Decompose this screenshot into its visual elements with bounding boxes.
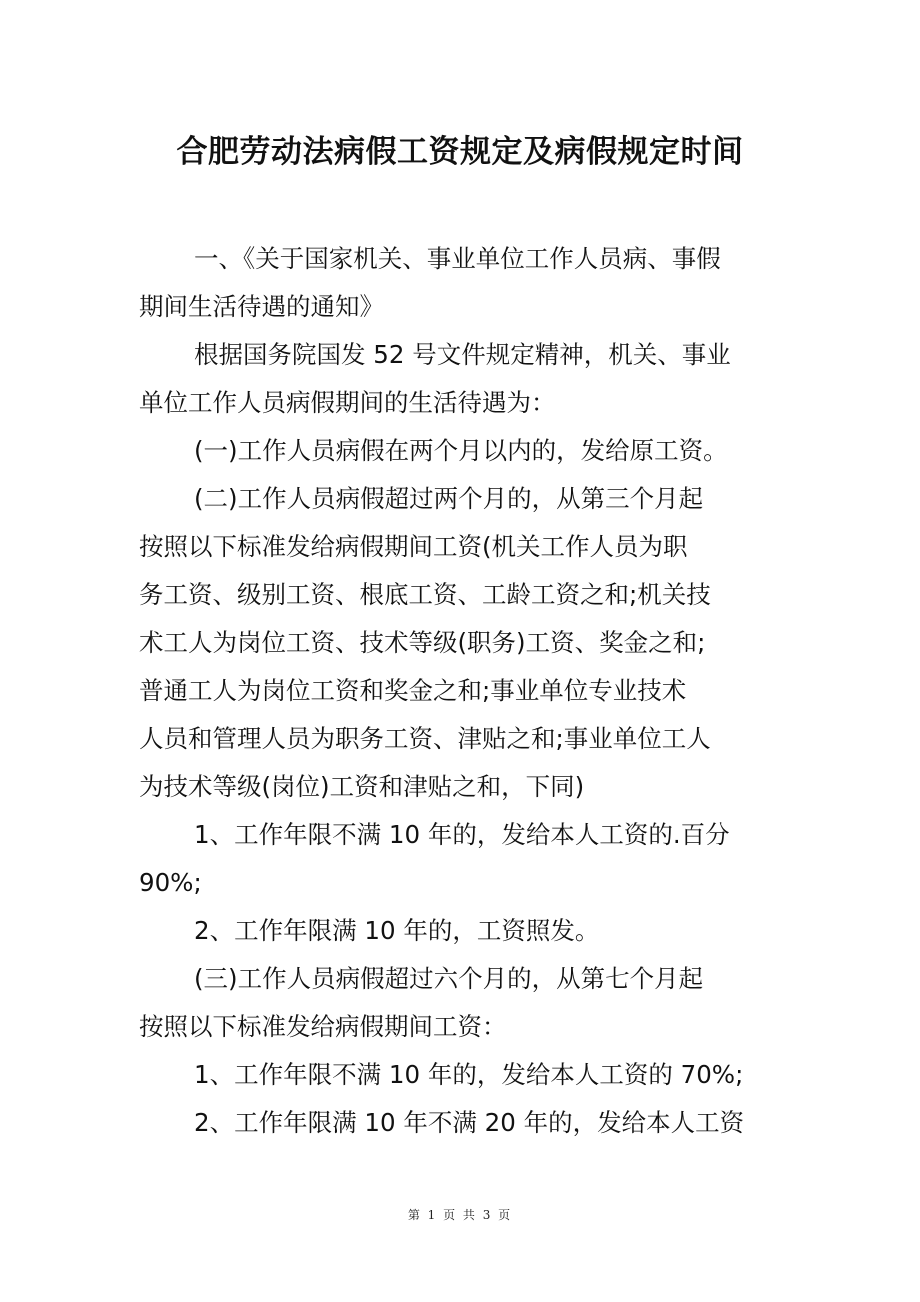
text-line: (三)工作人员病假超过六个月的，从第七个月起 <box>194 964 704 993</box>
page-footer: 第 1 页 共 3 页 <box>407 1208 513 1222</box>
text-line: 术工人为岗位工资、技术等级(职务)工资、奖金之和; <box>139 628 706 657</box>
text-line: 1、工作年限不满 10 年的，发给本人工资的 70%; <box>194 1060 744 1089</box>
text-line: 按照以下标准发给病假期间工资(机关工作人员为职 <box>139 532 688 561</box>
text-line: 90%; <box>139 868 202 897</box>
text-line: 根据国务院国发 52 号文件规定精神，机关、事业 <box>194 340 731 369</box>
text-line: (二)工作人员病假超过两个月的，从第三个月起 <box>194 484 704 513</box>
text-line: 1、工作年限不满 10 年的，发给本人工资的.百分 <box>194 820 730 849</box>
document-title: 合肥劳动法病假工资规定及病假规定时间 <box>176 134 744 170</box>
document-body <box>139 235 799 1147</box>
text-line: 2、工作年限满 10 年的，工资照发。 <box>194 916 600 945</box>
text-line: 期间生活待遇的通知》 <box>139 292 384 321</box>
text-line: 务工资、级别工资、根底工资、工龄工资之和;机关技 <box>139 580 711 609</box>
text-line: 为技术等级(岗位)工资和津贴之和，下同) <box>139 772 585 801</box>
text-line: 单位工作人员病假期间的生活待遇为： <box>139 388 556 417</box>
text-line: 按照以下标准发给病假期间工资： <box>139 1012 507 1041</box>
text-line: 2、工作年限满 10 年不满 20 年的，发给本人工资 <box>194 1108 745 1137</box>
text-line: (一)工作人员病假在两个月以内的，发给原工资。 <box>194 436 728 465</box>
text-line: 一、《关于国家机关、事业单位工作人员病、事假 <box>194 244 721 273</box>
text-line: 普通工人为岗位工资和奖金之和;事业单位专业技术 <box>139 676 687 705</box>
text-line: 人员和管理人员为职务工资、津贴之和;事业单位工人 <box>139 724 711 753</box>
